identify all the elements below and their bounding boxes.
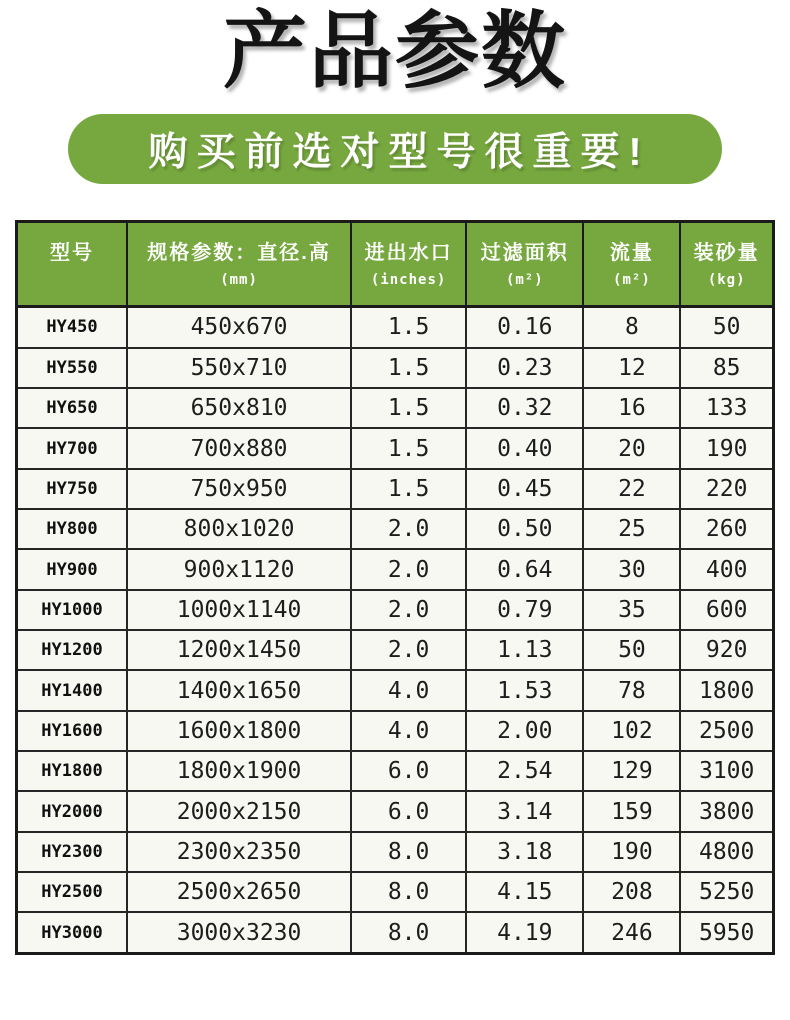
column-unit: (kg) [707, 272, 746, 289]
table-row [17, 872, 774, 912]
value-cell: 2300x2350 [127, 832, 351, 872]
column-header-spec [127, 222, 351, 307]
value-cell: 0.23 [466, 348, 583, 388]
table-row [17, 428, 774, 468]
value-cell: 800x1020 [127, 509, 351, 549]
table-row [17, 912, 774, 953]
table-row [17, 670, 774, 710]
model-cell: HY1400 [17, 670, 128, 710]
table-row [17, 590, 774, 630]
column-label: 流量 [609, 242, 654, 265]
column-label: 过滤面积 [480, 242, 569, 265]
value-cell: 1.5 [351, 307, 466, 348]
column-label: 进出水口 [364, 242, 453, 265]
value-cell: 50 [680, 307, 773, 348]
value-cell: 750x950 [127, 469, 351, 509]
model-cell: HY750 [17, 469, 128, 509]
value-cell: 8.0 [351, 872, 466, 912]
value-cell: 0.32 [466, 388, 583, 428]
value-cell: 5250 [680, 872, 773, 912]
table-header [17, 222, 774, 307]
value-cell: 1400x1650 [127, 670, 351, 710]
table-row [17, 549, 774, 589]
value-cell: 4800 [680, 832, 773, 872]
value-cell: 0.45 [466, 469, 583, 509]
model-cell: HY900 [17, 549, 128, 589]
value-cell: 550x710 [127, 348, 351, 388]
model-cell: HY1800 [17, 751, 128, 791]
value-cell: 8 [583, 307, 680, 348]
column-header-inlet-outlet [351, 222, 466, 307]
value-cell: 246 [583, 912, 680, 953]
value-cell: 25 [583, 509, 680, 549]
value-cell: 1.5 [351, 469, 466, 509]
table-row [17, 388, 774, 428]
value-cell: 2500 [680, 711, 773, 751]
value-cell: 1600x1800 [127, 711, 351, 751]
model-cell: HY700 [17, 428, 128, 468]
importance-banner [68, 114, 722, 184]
banner-text: 购买前选对型号很重要! [148, 131, 651, 175]
value-cell: 2.0 [351, 630, 466, 670]
value-cell: 2.00 [466, 711, 583, 751]
value-cell: 22 [583, 469, 680, 509]
model-cell: HY2300 [17, 832, 128, 872]
model-cell: HY2500 [17, 872, 128, 912]
value-cell: 1800x1900 [127, 751, 351, 791]
value-cell: 3000x3230 [127, 912, 351, 953]
value-cell: 78 [583, 670, 680, 710]
column-unit: (inches) [370, 272, 447, 289]
value-cell: 6.0 [351, 751, 466, 791]
value-cell: 1.5 [351, 428, 466, 468]
value-cell: 2500x2650 [127, 872, 351, 912]
value-cell: 3.18 [466, 832, 583, 872]
value-cell: 133 [680, 388, 773, 428]
table-row [17, 711, 774, 751]
page-title: 产品参数 [222, 4, 567, 98]
value-cell: 1800 [680, 670, 773, 710]
value-cell: 102 [583, 711, 680, 751]
value-cell: 2.54 [466, 751, 583, 791]
value-cell: 1.5 [351, 388, 466, 428]
value-cell: 190 [680, 428, 773, 468]
column-label: 规格参数：直径.高 [147, 242, 331, 265]
table-row [17, 348, 774, 388]
value-cell: 129 [583, 751, 680, 791]
table-body [17, 307, 774, 954]
table-row [17, 630, 774, 670]
value-cell: 220 [680, 469, 773, 509]
value-cell: 700x880 [127, 428, 351, 468]
value-cell: 3.14 [466, 791, 583, 831]
value-cell: 400 [680, 549, 773, 589]
value-cell: 0.40 [466, 428, 583, 468]
model-cell: HY2000 [17, 791, 128, 831]
table-row [17, 791, 774, 831]
column-header-flow-rate [583, 222, 680, 307]
column-unit: (m²) [505, 272, 544, 289]
value-cell: 159 [583, 791, 680, 831]
value-cell: 3800 [680, 791, 773, 831]
value-cell: 208 [583, 872, 680, 912]
value-cell: 5950 [680, 912, 773, 953]
value-cell: 1200x1450 [127, 630, 351, 670]
table-row [17, 509, 774, 549]
value-cell: 1.53 [466, 670, 583, 710]
value-cell: 30 [583, 549, 680, 589]
value-cell: 0.64 [466, 549, 583, 589]
model-cell: HY1200 [17, 630, 128, 670]
value-cell: 450x670 [127, 307, 351, 348]
value-cell: 4.0 [351, 670, 466, 710]
model-cell: HY800 [17, 509, 128, 549]
column-header-filter-area [466, 222, 583, 307]
value-cell: 2.0 [351, 509, 466, 549]
value-cell: 900x1120 [127, 549, 351, 589]
value-cell: 190 [583, 832, 680, 872]
value-cell: 4.15 [466, 872, 583, 912]
value-cell: 260 [680, 509, 773, 549]
value-cell: 3100 [680, 751, 773, 791]
value-cell: 4.19 [466, 912, 583, 953]
value-cell: 920 [680, 630, 773, 670]
model-cell: HY1600 [17, 711, 128, 751]
table-row [17, 307, 774, 348]
value-cell: 8.0 [351, 832, 466, 872]
value-cell: 35 [583, 590, 680, 630]
column-unit: (mm) [220, 272, 258, 289]
table-row [17, 469, 774, 509]
model-cell: HY550 [17, 348, 128, 388]
value-cell: 1.5 [351, 348, 466, 388]
table-row [17, 832, 774, 872]
value-cell: 85 [680, 348, 773, 388]
value-cell: 2.0 [351, 549, 466, 589]
value-cell: 12 [583, 348, 680, 388]
model-cell: HY650 [17, 388, 128, 428]
column-header-sand-capacity [680, 222, 773, 307]
model-cell: HY3000 [17, 912, 128, 953]
value-cell: 0.50 [466, 509, 583, 549]
value-cell: 2000x2150 [127, 791, 351, 831]
column-unit: (m²) [613, 272, 651, 289]
header-row [17, 222, 774, 307]
value-cell: 2.0 [351, 590, 466, 630]
value-cell: 4.0 [351, 711, 466, 751]
value-cell: 20 [583, 428, 680, 468]
product-parameters-table [15, 220, 775, 955]
table-row [17, 751, 774, 791]
value-cell: 6.0 [351, 791, 466, 831]
column-label: 型号 [50, 242, 94, 265]
value-cell: 50 [583, 630, 680, 670]
value-cell: 1000x1140 [127, 590, 351, 630]
value-cell: 0.79 [466, 590, 583, 630]
value-cell: 1.13 [466, 630, 583, 670]
value-cell: 16 [583, 388, 680, 428]
column-unit [18, 269, 126, 291]
value-cell: 600 [680, 590, 773, 630]
model-cell: HY450 [17, 307, 128, 348]
column-header-model [17, 222, 128, 307]
column-label: 装砂量 [693, 242, 760, 265]
model-cell: HY1000 [17, 590, 128, 630]
value-cell: 650x810 [127, 388, 351, 428]
value-cell: 8.0 [351, 912, 466, 953]
value-cell: 0.16 [466, 307, 583, 348]
